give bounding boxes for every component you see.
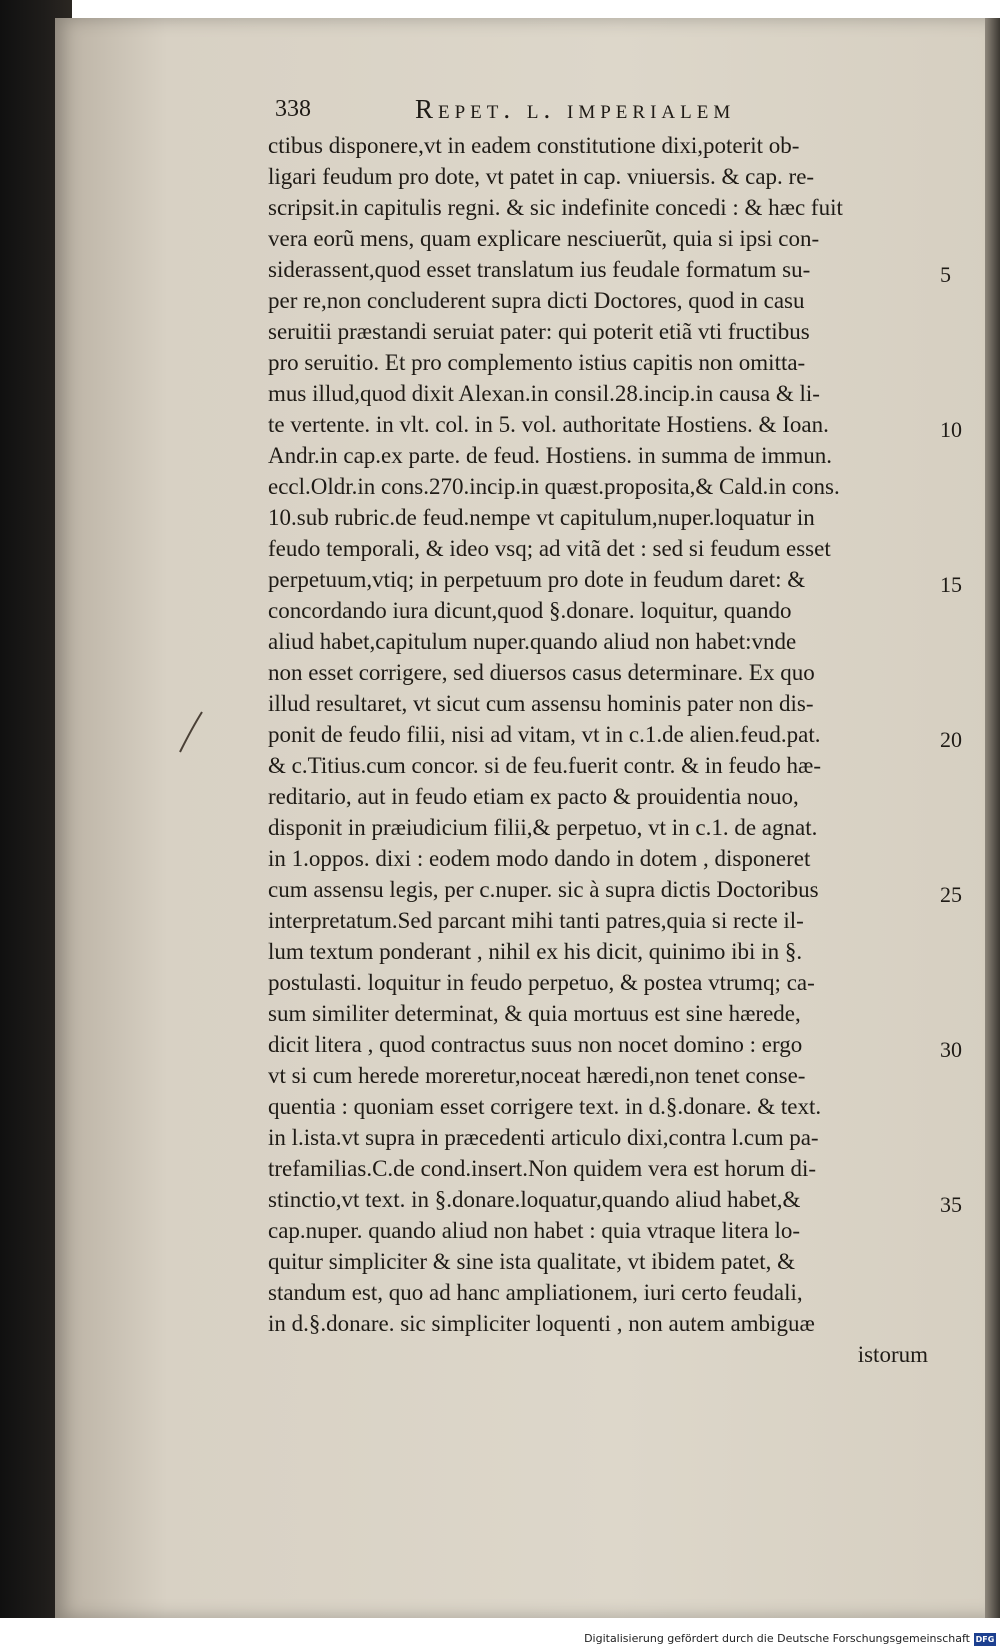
text-line: standum est, quo ad hanc ampliationem, iuri certo feudali, — [268, 1280, 803, 1305]
catchword-line: istorum — [857, 1342, 928, 1367]
text-line: stinctio,vt text. in §.donare.loquatur,quando aliud habet,& — [268, 1187, 801, 1212]
margin-line-number: 10 — [940, 417, 962, 442]
text-line: mus illud,quod dixit Alexan.in consil.28.incip.in causa & li- — [268, 381, 820, 406]
running-title: Repet. l. imperialem — [415, 94, 736, 124]
margin-line-number: 20 — [940, 727, 962, 752]
margin-line-number: 35 — [940, 1192, 962, 1217]
text-line: concordando iura dicunt,quod §.donare. loquitur, quando — [268, 598, 792, 623]
text-line: eccl.Oldr.in cons.270.incip.in quæst.proposita,& Cald.in cons. — [268, 474, 840, 499]
text-line: Andr.in cap.ex parte. de feud. Hostiens. in summa de immun. — [268, 443, 833, 468]
body-text — [268, 130, 928, 1370]
text-line: illud resultaret, vt sicut cum assensu hominis pater non dis- — [268, 691, 814, 716]
text-line: in d.§.donare. sic simpliciter loquenti , non autem ambiguæ — [268, 1311, 815, 1336]
text-line: feudo temporali, & ideo vsq; ad vitã det : sed si feudum esset — [268, 536, 831, 561]
text-line: dicit litera , quod contractus suus non nocet domino : ergo — [268, 1032, 803, 1057]
text-line: cap.nuper. quando aliud non habet : quia vtraque litera lo- — [268, 1218, 801, 1243]
text-line: lum textum ponderant , nihil ex his dicit, quinimo ibi in §. — [268, 939, 803, 964]
text-line: ligari feudum pro dote, vt patet in cap. vniuersis. & cap. re- — [268, 164, 815, 189]
text-line: postulasti. loquitur in feudo perpetuo, & postea vtrumq; ca- — [268, 970, 815, 995]
text-line: seruitii præstandi seruiat pater: qui poterit etiã vti fructibus — [268, 319, 810, 344]
text-line: siderassent,quod esset translatum ius feudale formatum su- — [268, 257, 811, 282]
text-line: quentia : quoniam esset corrigere text. in d.§.donare. & text. — [268, 1094, 822, 1119]
margin-line-number: 25 — [940, 882, 962, 907]
text-line: in 1.oppos. dixi : eodem modo dando in dotem , disponeret — [268, 846, 811, 871]
text-line: pro seruitio. Et pro complemento istius capitis non omitta- — [268, 350, 806, 375]
dfg-logo-icon: DFG — [975, 1635, 995, 1644]
text-line: aliud habet,capitulum nuper.quando aliud non habet:vnde — [268, 629, 797, 654]
text-line: te vertente. in vlt. col. in 5. vol. authoritate Hostiens. & Ioan. — [268, 412, 829, 437]
text-line: interpretatum.Sed parcant mihi tanti patres,quia si recte il- — [268, 908, 804, 933]
page-header — [275, 92, 915, 132]
page-edge-shadow — [985, 18, 1000, 1618]
text-line: ctibus disponere,vt in eadem constitutione dixi,poterit ob- — [268, 133, 800, 158]
margin-line-number: 30 — [940, 1037, 962, 1062]
footer-band — [0, 1618, 1000, 1651]
text-line: per re,non concluderent supra dicti Doctores, quod in casu — [268, 288, 805, 313]
text-line: non esset corrigere, sed diuersos casus determinare. Ex quo — [268, 660, 815, 685]
text-line: in l.ista.vt supra in præcedenti articulo dixi,contra l.cum pa- — [268, 1125, 819, 1150]
margin-line-number: 15 — [940, 572, 962, 597]
text-line: quitur simpliciter & sine ista qualitate, vt ibidem patet, & — [268, 1249, 795, 1274]
text-line: ponit de feudo filii, nisi ad vitam, vt in c.1.de alien.feud.pat. — [268, 722, 821, 747]
text-line: & c.Titius.cum concor. si de feu.fuerit contr. & in feudo hæ- — [268, 753, 821, 778]
margin-line-number: 5 — [940, 262, 951, 287]
text-line: 10.sub rubric.de feud.nempe vt capitulum,nuper.loquatur in — [268, 505, 815, 530]
text-line: vera eorũ mens, quam explicare nesciuerũt, quia si ipsi con- — [268, 226, 820, 251]
text-line: disponit in præiudicium filii,& perpetuo, vt in c.1. de agnat. — [268, 815, 818, 840]
text-line: trefamilias.C.de cond.insert.Non quidem vera est horum di- — [268, 1156, 817, 1181]
text-line: cum assensu legis, per c.nuper. sic à supra dictis Doctoribus — [268, 877, 819, 902]
text-line: reditario, aut in feudo etiam ex pacto & prouidentia nouo, — [268, 784, 799, 809]
text-line: scripsit.in capitulis regni. & sic indefinite concedi : & hæc fuit — [268, 195, 843, 220]
text-line: vt si cum herede moreretur,noceat hæredi,non tenet conse- — [268, 1063, 806, 1088]
page-number: 338 — [275, 96, 311, 122]
digitization-credit: Digitalisierung gefördert durch die Deutsche Forschungsgemeinschaft — [584, 1632, 970, 1645]
text-line: perpetuum,vtiq; in perpetuum pro dote in feudum daret: & — [268, 567, 806, 592]
text-line: sum similiter determinat, & quia mortuus est sine hærede, — [268, 1001, 801, 1026]
pen-mark-icon — [172, 708, 212, 758]
